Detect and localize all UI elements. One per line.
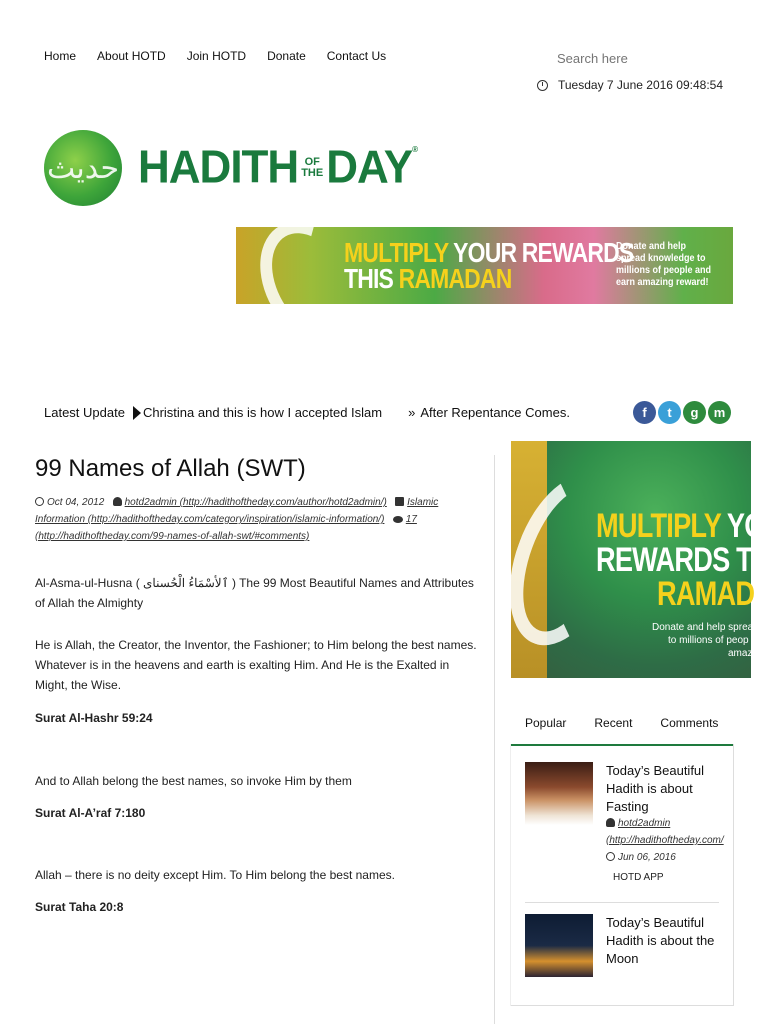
book-icon xyxy=(395,497,404,506)
play-icon xyxy=(133,406,141,420)
post-thumbnail[interactable] xyxy=(525,914,593,977)
article-meta xyxy=(35,494,475,545)
twitter-icon[interactable]: t xyxy=(658,401,681,424)
article-author-link[interactable]: hotd2admin (http://hadithoftheday.com/author/hotd2admin/) xyxy=(124,497,387,508)
post-author-link[interactable]: hotd2admin xyxy=(618,818,671,829)
search-input[interactable] xyxy=(546,48,747,68)
logo-of-the xyxy=(301,157,323,179)
post-title[interactable]: Today’s Beautiful Hadith is about Fasting xyxy=(606,763,705,814)
logo-word-hadith: HADITH xyxy=(138,141,299,194)
logo-of: OF xyxy=(304,156,320,168)
latest-update-ticker xyxy=(44,405,570,420)
post-title[interactable]: Today’s Beautiful Hadith is about the Moon xyxy=(606,915,715,966)
tab-comments[interactable]: Comments xyxy=(660,716,719,730)
logo-word-day: DAY xyxy=(326,141,413,194)
verse-reference: Surat Al-A’raf 7:180 xyxy=(35,806,146,820)
logo-wordmark xyxy=(138,143,418,193)
ramadan-banner-top[interactable] xyxy=(236,227,733,304)
banner-side-line1: MULTIPLY YO xyxy=(596,507,765,545)
post-meta xyxy=(606,815,724,866)
banner-top-line2: THIS RAMADAN xyxy=(344,263,512,294)
widget-border xyxy=(510,744,511,1006)
article-paragraph: Allah – there is no deity except Him. To Him belong the best names. xyxy=(35,868,395,882)
post-author-url[interactable]: (http://hadithoftheday.com/ xyxy=(606,835,724,846)
article-comments-link[interactable]: 17 (http://hadithoftheday.com/99-names-of-allah-swt/#comments) xyxy=(35,514,417,542)
article-paragraph: And to Allah belong the best names, so invoke Him by them xyxy=(35,774,352,788)
clock-icon xyxy=(35,497,44,506)
facebook-icon[interactable]: f xyxy=(633,401,656,424)
banner-side-subtext: Donate and help spread to millions of peop amaz xyxy=(652,622,759,659)
group-icon[interactable]: g xyxy=(683,401,706,424)
comments-icon xyxy=(393,516,403,523)
latest-update-item[interactable]: Christina and this is how I accepted Islam xyxy=(142,405,383,420)
ramadan-banner-side[interactable] xyxy=(511,441,765,678)
datetime-text: Tuesday 7 June 2016 09:48:54 xyxy=(558,78,724,92)
verse-reference: Surat Al-Hashr 59:24 xyxy=(35,711,153,725)
mail-icon[interactable]: m xyxy=(708,401,731,424)
verse-reference: Surat Taha 20:8 xyxy=(35,900,124,914)
logo-emblem-icon: حديث xyxy=(44,130,122,206)
current-datetime xyxy=(537,78,723,92)
banner-top-subtext: Donate and help spread knowledge to millions of people and earn amazing reward! xyxy=(616,241,712,288)
nav-join-hotd[interactable]: Join HOTD xyxy=(186,49,247,63)
site-logo[interactable] xyxy=(44,130,418,206)
article-paragraph: Al-Asma-ul-Husna ( ٱلأسْمَاءُ الْحُسناى ) The 99 Most Beautiful Names and Attributes of Allah the Almighty xyxy=(35,576,474,610)
banner-side-line2: REWARDS T xyxy=(596,541,752,579)
clock-icon xyxy=(537,80,548,91)
column-divider xyxy=(494,455,495,1024)
double-chevron-right-icon: » xyxy=(408,405,416,420)
article-date: Oct 04, 2012 xyxy=(47,497,105,508)
post-date: Jun 06, 2016 xyxy=(618,852,676,863)
banner-top-line1: MULTIPLY YOUR REWARDS xyxy=(344,237,634,268)
tab-recent[interactable]: Recent xyxy=(594,716,633,730)
latest-update-label: Latest Update xyxy=(44,405,125,420)
social-links xyxy=(633,401,731,424)
top-nav xyxy=(44,49,407,63)
user-icon xyxy=(113,497,122,506)
nav-home[interactable]: Home xyxy=(44,49,77,63)
post-separator xyxy=(525,902,719,903)
post-thumbnail[interactable] xyxy=(525,762,593,825)
sidebar-tabs xyxy=(511,716,733,746)
logo-registered-mark: ® xyxy=(412,145,418,154)
article-category-link[interactable]: Islamic Information (http://hadithoftheday.com/category/inspiration/islamic-information/) xyxy=(35,497,439,525)
tab-popular[interactable]: Popular xyxy=(525,716,567,730)
clock-icon xyxy=(606,852,615,861)
widget-border xyxy=(733,744,734,1006)
logo-the: THE xyxy=(301,167,324,179)
nav-contact-us[interactable]: Contact Us xyxy=(326,49,387,63)
nav-about-hotd[interactable]: About HOTD xyxy=(97,49,166,63)
widget-border xyxy=(511,1005,734,1006)
banner-side-line3: RAMAD xyxy=(657,575,755,613)
nav-donate[interactable]: Donate xyxy=(267,49,306,63)
latest-update-item[interactable]: After Repentance Comes. xyxy=(420,405,570,420)
article-paragraph: He is Allah, the Creator, the Inventor, the Fashioner; to Him belong the best names. Whatever is in the heavens and earth is exalting Him. And He is the Exalted in Might, the Wise. xyxy=(35,638,477,692)
user-icon xyxy=(606,818,615,827)
post-category[interactable]: HOTD APP xyxy=(613,872,664,883)
article-title: 99 Names of Allah (SWT) xyxy=(35,455,306,482)
